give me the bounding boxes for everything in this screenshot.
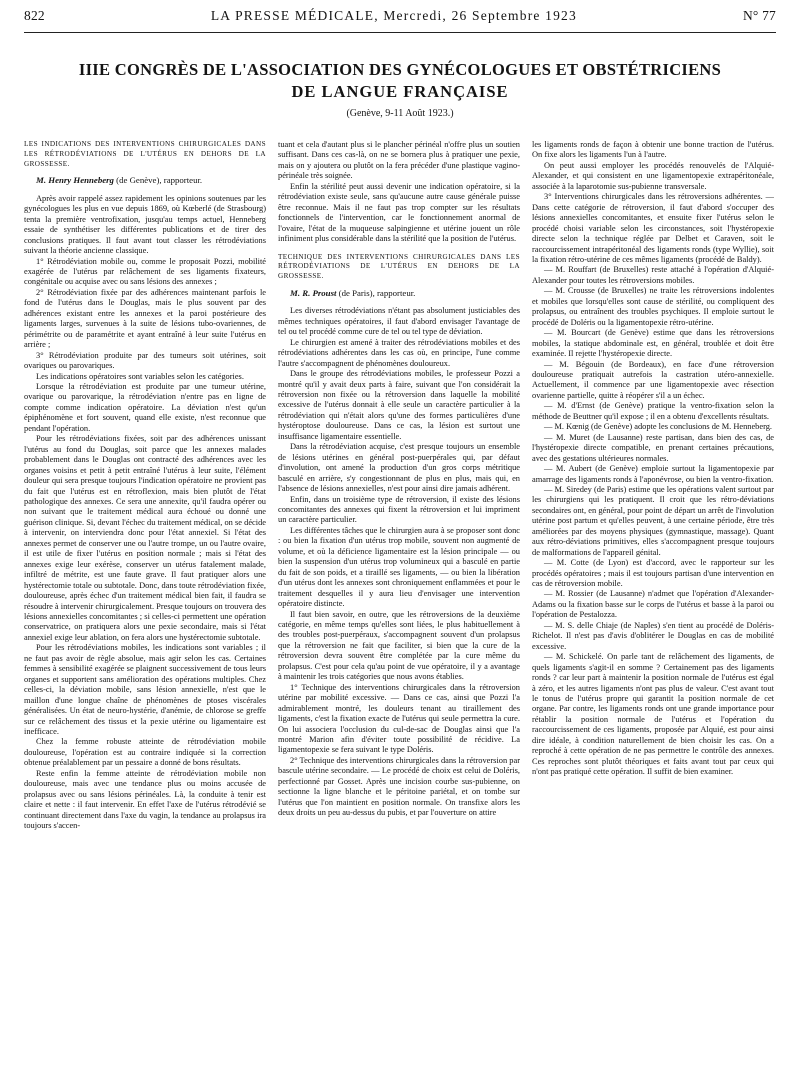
paragraph: 3° Interventions chirurgicales dans les rétroversions adhérentes. — Dans cette catégorie de rétroversion, il faut d'abord s'occuper des lésions annexielles concomitantes, et ensuite fixer l'utérus selon le procédé choisi variable selon les circonstances, soit l'hystéropexie directe selon la technique réglée par Delbet et Caraven, soit le raccourcissement intrapéritonéal des ligaments ronds (type Wyllie), soit la fixation rétro-utérine de ces mêmes ligaments (procédé de Baldy). [532, 192, 774, 264]
paragraph: Le chirurgien est amené à traiter des rétrodéviations mobiles et des rétrodéviations adhérentes dans les cas où, en principe, l'une comme l'autre s'accompagnent de phénomènes douloureux. [278, 337, 520, 368]
discussion-paragraph: — M. Siredey (de Paris) estime que les opérations valent surtout par les chirurgiens qui les pratiquent. Il croit que les rétro-déviations secondaires ont, en général, pour point de départ un arrêt de l'involution utérine post partum et qu'elles peuvent, à une certaine période, être très améliorées par des moyens physiques (gymnastique, massage). Quant aux rétro-déviations primitives, elles s'accompagnent presque toujours de malformations de l'appareil génital. [532, 484, 774, 557]
paragraph: tuant et cela d'autant plus si le plancher périnéal n'offre plus un soutien suffisant. Dans ces cas-là, on ne se bornera plus à pratiquer une pexie, mais on y ajoutera ou plutôt on la fera précéder d'une plastique vagino-périnéale très soignée. [278, 140, 520, 181]
paragraph: 2° Rétrodéviation fixée par des adhérences maintenant parfois le fond de l'utérus dans le Douglas, mais le plus souvent par des adhérences existant entre les annexes et la paroi postérieure des ligaments larges, survenues à la suite de lésions tubo-ovariennes, de périmétrite ou de paramétrite et ayant entraîné à leur suite l'utérus en arrière ; [24, 287, 266, 350]
paragraph: Reste enfin la femme atteinte de rétrodéviation mobile non douloureuse, mais avec une tendance plus ou moins accusée de prolapsus avec ou sans lésions périnéales. Là, la conduite à tenir est claire et nette : il faut intervenir. En effet l'axe de l'utérus rétrodévié se continuant directement dans l'axe du vagin, la tendance au prolapsus ira toujours s'accen- [24, 768, 266, 831]
author-name: M. R. Proust [290, 287, 337, 298]
discussion-paragraph: — M. Muret (de Lausanne) reste partisan, dans bien des cas, de l'hystéropexie directe compatible, en prenant certaines précautions, avec des gestations ultérieures normales. [532, 432, 774, 463]
paragraph: 1° Technique des interventions chirurgicales dans la rétroversion utérine par mobilité excessive. — Dans ce cas, ainsi que Pozzi l'a admirablement montré, les douleurs tenant au tiraillement des ligaments, c'est la fixation exacte de l'utérus qui seule permettra la cure. On lui associera l'occlusion du cul-de-sac de Douglas ainsi que l'a montré Marion afin d'éviter toute possibilité de récidive. La ligamentopexie se fera suivant le type Doléris. [278, 682, 520, 755]
column-2 [278, 140, 520, 1070]
issue-number: N° 77 [742, 8, 776, 23]
paragraph: 2° Technique des interventions chirurgicales dans la rétroversion par bascule utérine secondaire. — Le procédé de choix est celui de Doléris, perfectionné par Gosset. Après une incision courbe sus-pubienne, on sectionne la ligne blanche et le péritoine pariétal, et on tombe sur l'utérus que l'on maintient en position normale. On transfixe alors les deux droits un peu au-dessus du pubis, et par l'ouverture on attire [278, 755, 520, 818]
paragraph: Pour les rétrodéviations fixées, soit par des adhérences unissant l'utérus au fond du Douglas, soit parce que les annexes malades probablement dans le Douglas ont contracté des adhérences avec les organes voisins et petit à petit entraîné l'utérus à leur suite, l'élément douleur qui sera presque toujours l'indication opératoire ne provient pas du fait que l'utérus est en rétroflexion, mais bien plutôt de l'état pathologique des annexes. Ce sera une annexite, qu'il faudra opérer ou non suivant que le traitement médical aura échoué ou donné une guérison clinique. Si, devant l'échec du traitement médical, on se décide à intervenir, on interviendra donc pour l'état annexiel. Si l'état des annexes permet de conserver une ou l'autre trompe, un ou l'autre ovaire, il est utile de fixer l'utérus en position normale ; mais si l'état des annexes exige leur exérèse, conserver un utérus fatalement malade, infiltré de métrite, est une faute grave. Il faut pratiquer alors une hystérectomie totale ou subtotale. Donc, dans toute rétrodéviation fixée, douloureuse, après échec d'un traitement médical bien fait, il faudra se résoudre à intervenir chirurgicalement. Presque toujours on trouvera des lésions annexielles concomitantes ; si celles-ci permettent une opération conservatrice, on pratiquera alors une pexie secondaire, mais si l'état annexiel exige leur ablation, on fera alors une hystérectomie subtotale. [24, 434, 266, 642]
paragraph: Pour les rétrodéviations mobiles, les indications sont variables ; il ne faut pas avoir de règle absolue, mais agir selon les cas. Certaines femmes à sensibilité exagérée se plaignent successivement de tous leurs organes et supportent sans amélioration des opérations multiples. Chez celles-ci, la déviation mobile, sans lésion annexielle, n'est que le maillon d'une longue chaîne de phénomènes de ptoses viscérales généralisées. Un état de neuro-hystérie, d'anémie, de chlorose se greffe sur ce relâchement des tissus et la pexie utérine ou ligamentaire est inefficace. [24, 643, 266, 736]
discussion-paragraph: — M. Rossier (de Lausanne) n'admet que l'opération d'Alexander-Adams ou la fixation basse sur le corps de l'utérus et basse à la paroi ou l'opération de Pestalozza. [532, 589, 774, 620]
paragraph: On peut aussi employer les procédés renouvelés de l'Alquié-Alexander, et qui consistent en une ligamentopexie extrapéritonéale, associée à la laparotomie sus-pubienne transversale. [532, 160, 774, 191]
column-1 [24, 140, 266, 1070]
discussion-paragraph: — M. S. delle Chiaje (de Naples) s'en tient au procédé de Doléris-Richelot. Il n'est pas d'avis d'oblitérer le Douglas en cas de mobilité excessive. [532, 620, 774, 651]
paragraph: Les diverses rétrodéviations n'étant pas absolument justiciables des mêmes techniques opératoires, il faut d'abord envisager l'avantage de tel ou tel procédé comme cure de tel ou tel type de déviation. [278, 306, 520, 337]
section-heading: LES INDICATIONS DES INTERVENTIONS CHIRURGICALES DANS LES RÉTRODÉVIATIONS DE L'UTÉRUS EN DEHORS DE LA GROSSESSE. [24, 140, 266, 168]
paragraph: Lorsque la rétrodéviation est produite par une tumeur utérine, ovarique ou parovarique, la rétrodéviation n'entre pas en ligne de compte comme indication opératoire. La déviation n'est qu'un épiphénomène et fort souvent, quand elle existe, n'est reconnue que pendant l'opération. [24, 382, 266, 433]
paragraph: Dans le groupe des rétrodéviations mobiles, le professeur Pozzi a montré qu'il y avait deux parts à faire, suivant que l'on considérait la rétroversion non fixée ou la rétroversion dans laquelle la mobilité excessive de l'utérus donnait à elle seule un caractère particulier à la rétrodéviation qui n'était alors qu'une des formes particulières d'une hystéroptose douloureuse. Dans ce cas, la lésion est surtout une insuffisance ligamentaire essentielle. [278, 369, 520, 441]
discussion-paragraph: — M. d'Ernst (de Genève) pratique la ventro-fixation selon la méthode de Beuttner qu'il expose ; il en a obtenu d'excellents résultats. [532, 401, 774, 421]
paragraph: Les différentes tâches que le chirurgien aura à se proposer sont donc : ou bien la fixation d'un utérus trop mobile, souvent non augmenté de volume, et où la déficience ligamentaire est la lésion principale — ou bien la suspension d'un utérus trop volumineux qui a basculé en partie du fait de son poids, et a tiraillé ses ligaments, — ou bien la libération d'un utérus dont les annexes sont chroniquement enflammées et pour le traitement desquelles il y aura lieu d'envisager une intervention opératoire distincte. [278, 525, 520, 609]
author-affiliation: (de Genève), rapporteur. [113, 175, 203, 186]
discussion-paragraph: — M. Crousse (de Bruxelles) ne traite les rétroversions indolentes et mobiles que lorsqu'elles sont cause de stérilité, ou compliquent des prolapsus, ou entraînent des troubles psychiques. Il emploie surtout le procédé de Doléris ou la ligamentopexie rétro-utérine. [532, 286, 774, 327]
paragraph: 1° Rétrodéviation mobile ou, comme le proposait Pozzi, mobilité exagérée de l'utérus par relâchement de ses ligaments fixateurs, congénitale ou acquise avec ou sans lésions des annexes ; [24, 256, 266, 287]
discussion-paragraph: — M. Schickelé. On parle tant de relâchement des ligaments, de quels ligaments s'agit-il en somme ? Certainement pas des ligaments ronds ? car leur part à maintenir la position normale de l'utérus est égal à zéro, et les autres ligaments n'ont pas plus de valeur. C'est avant tout le tonus de l'utérus propre qui garantit la position normale de cet organe. Par contre, les ligaments ronds ont une grande importance pour rétablir la position normale de l'utérus et l'opération du raccourcissement de ces ligaments, proposée par Alquié, est pour ainsi dire idéale, à condition naturellement de bien choisir les cas. On a reproché à cette opération de ne pas permettre le contrôle des annexes. Ces reproches sont plutôt théoriques et faits avant tout par ceux qui n'ont pas pratiqué cette opération. Il suffit de bien examiner. [532, 652, 774, 777]
article-columns [24, 140, 776, 1070]
author-name: M. Henry Henneberg [36, 175, 114, 186]
author-line [36, 175, 266, 185]
discussion-paragraph: — M. Bourcart (de Genève) estime que dans les rétroversions mobiles, la statique abdominale est, en général, troublée et doit être examinée. Il rejette l'hystéropexie directe. [532, 328, 774, 359]
page-number: 822 [24, 8, 45, 23]
discussion-paragraph: — M. Rouffart (de Bruxelles) reste attaché à l'opération d'Alquié-Alexander pour toutes les rétroversions mobiles. [532, 265, 774, 285]
congress-title-line2: DE LANGUE FRANÇAISE [291, 82, 509, 101]
paragraph: Les indications opératoires sont variables selon les catégories. [36, 371, 244, 381]
author-line [290, 288, 520, 298]
paragraph: Après avoir rappelé assez rapidement les opinions soutenues par les gynécologues les plus en vue depuis 1869, où Kœberlé (de Strasbourg) tenta la première ventrofixation, jusqu'au temps actuel, Henneberg essaie de synthétiser les différentes publications et de tirer des conclusions pratiques. Il faut avant tout classer les rétrodéviations suivant la théorie ancienne classique. [24, 193, 266, 256]
paragraph: Enfin, dans un troisième type de rétroversion, il existe des lésions concomitantes des annexes qui fixent la rétroversion et lui impriment un caractère particulier. [278, 494, 520, 525]
congress-place-date: (Genève, 9-11 Août 1923.) [346, 108, 454, 119]
paragraph: les ligaments ronds de façon à obtenir une bonne traction de l'utérus. On fixe alors les ligaments l'un à l'autre. [532, 140, 774, 160]
author-affiliation: (de Paris), rapporteur. [336, 287, 416, 298]
paragraph: Dans la rétrodéviation acquise, c'est presque toujours un ensemble de lésions utérines en général post-puerpérales qui, par défaut d'involution, ont amené la production d'un gros corps métritique basculé en arrière, s'y congestionnant de plus en plus, mais qui, en l'absence de lésions annexielles, n'est pour ainsi dire jamais adhérent. [278, 442, 520, 494]
paragraph: 3° Rétrodéviation produite par des tumeurs soit utérines, soit ovariques ou parovariques. [24, 350, 266, 371]
paragraph: Il faut bien savoir, en outre, que les rétroversions de la deuxième catégorie, en même temps qu'elles sont liées, le plus habituellement à des troubles post-puerpéraux, s'accompagnent souvent d'un prolapsus que la rétroversion ne fait que faciliter, si bien que la cure de la rétroversion devra souvent être complétée par la cure même du prolapsus. C'est pour cela qu'au point de vue opératoire, il y a avantage à maintenir les trois catégories que nous avons établies. [278, 609, 520, 682]
congress-title: IIIE CONGRÈS DE L'ASSOCIATION DES GYNÉCOLOGUES ET OBSTÉTRICIENS [78, 60, 722, 79]
running-head [24, 8, 776, 30]
discussion-paragraph: — M. Bégouin (de Bordeaux), en face d'une rétroversion douloureuse pratiquait autrefois la castration utéro-annexielle. Actuellement, il commence par une ligamentopexie avec résection ovarienne partielle, quitte à réopérer s'il a un échec. [532, 359, 774, 400]
journal-title: LA PRESSE MÉDICALE, Mercredi, 26 Septembre 1923 [210, 8, 577, 23]
section-heading: TECHNIQUE DES INTERVENTIONS CHIRURGICALES DANS LES RÉTRODÉVIATIONS DE L'UTÉRUS EN DEHORS DE LA GROSSESSE. [278, 252, 520, 281]
discussion-paragraph: — M. Aubert (de Genève) emploie surtout la ligamentopexie par amarrage des ligaments ronds à l'aponévrose, ou bien la ventro-fixation. [532, 464, 774, 484]
paragraph: Chez la femme robuste atteinte de rétrodéviation mobile douloureuse, l'opération est au contraire indiquée si la correction obtenue préalablement par un pessaire a donné de bons résultats. [24, 737, 266, 768]
discussion-paragraph: — M. Cotte (de Lyon) est d'accord, avec le rapporteur sur les procédés opératoires ; mais il est toujours partisan d'une intervention en cas de rétroversion mobile. [532, 558, 774, 589]
paragraph: Enfin la stérilité peut aussi devenir une indication opératoire, si la rétrodéviation existe seule, sans qu'aucune autre cause générale puisse être reconnue. Mais il ne faut pas trop compter sur les résultats fonctionnels de l'intervention, car le fonctionnement anormal de l'ovaire, l'état de la muqueuse salpingienne et utérine jouent un rôle infiniment plus considérable dans la stérilité que la position de l'utérus. [278, 181, 520, 244]
discussion-paragraph: — M. Kœnig (de Genève) adopte les conclusions de M. Henneberg. [544, 422, 773, 432]
column-3 [532, 140, 774, 1070]
header-rule [24, 32, 776, 33]
